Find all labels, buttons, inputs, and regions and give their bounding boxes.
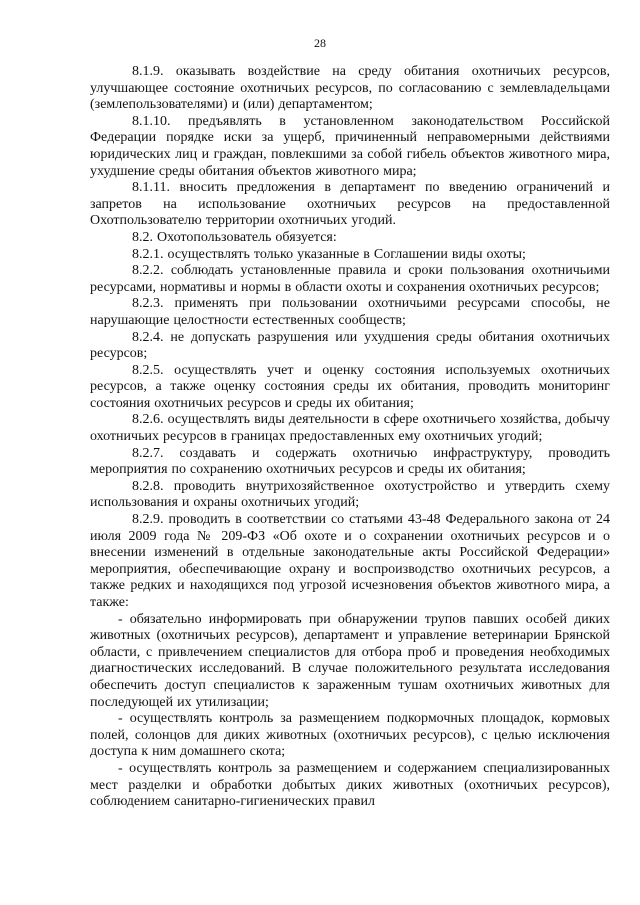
paragraph-8-2-1: 8.2.1. осуществлять только указанные в Соглашении виды охоты; [132, 246, 526, 262]
page-number: 28 [314, 36, 326, 50]
paragraph-8-2-6: 8.2.6. осуществлять виды деятельности в сфере охотничьего хозяйства, добычу охотничьих ресурсов в границах предоставленных ему охотничьих угодий; [90, 412, 610, 445]
paragraph-8-1-9: 8.1.9. оказывать воздействие на среду обитания охотничьих ресурсов, улучшающее состояние охотничьих ресурсов, по согласованию с землевладельцами (землепользователями) и (или) департаментом; [90, 64, 610, 113]
list-item-control-processing: - осуществлять контроль за размещением и содержанием специализированных мест разделки и обработки добытых диких животных (охотничьих ресурсов), соблюдением санитарно-гигиенических правил [90, 760, 610, 810]
paragraph-8-2-3: 8.2.3. применять при пользовании охотничьими ресурсами способы, не нарушающие целостности естественных сообществ; [90, 296, 610, 328]
list-item-control-feeding: - осуществлять контроль за размещением подкормочных площадок, кормовых полей, солонцов для диких животных (охотничьих ресурсов), с целью исключения доступа к ним домашнего скота; [90, 711, 610, 760]
paragraph-8-2-9: 8.2.9. проводить в соответствии со статьями 43-48 Федерального закона от 24 июля 2009 года № 209-ФЗ «Об охоте и о сохранении охотничьих ресурсов и о внесении изменений в отдельные законодательные акты Российской Федерации» мероприятия, обеспечивающие охрану и воспроизводство охотничьих ресурсов, а также редких и находящихся под угрозой исчезновения объектов животного мира, а также: [90, 512, 610, 610]
paragraph-8-1-11: 8.1.11. вносить предложения в департамент по введению ограничений и запретов на использование охотничьих ресурсов на предоставленной Охотпользователю территории охотничьих угодий. [90, 180, 610, 229]
list-item-inform-carcasses: - обязательно информировать при обнаружении трупов павших особей диких животных (охотничьих ресурсов), департамент и управление ветеринарии Брянской области, с привлечением специалистов для отбора проб и проведения необходимых диагностических исследований. В случае положительного результата исследования обеспечить доступ специалистов к зараженным тушам охотничьих животных для последующей их утилизации; [90, 611, 610, 710]
document-body [90, 64, 610, 811]
paragraph-8-2-2: 8.2.2. соблюдать установленные правила и сроки пользования охотничьими ресурсами, нормативы и нормы в области охоты и сохранения охотничьих ресурсов; [90, 263, 610, 295]
paragraph-8-2-5: 8.2.5. осуществлять учет и оценку состояния используемых охотничьих ресурсов, а также оценку состояния среды их обитания, проводить мониторинг состояния охотничьих ресурсов и среды их обитания; [90, 362, 610, 411]
paragraph-8-1-10: 8.1.10. предъявлять в установленном законодательством Российской Федерации порядке иски за ущерб, причиненный неправомерными действиями юридических лиц и граждан, повлекшими за собой гибель объектов животного мира, ухудшение среды обитания объектов животного мира; [90, 113, 610, 179]
paragraph-8-2: 8.2. Охотопользователь обязуется: [132, 229, 337, 245]
paragraph-8-2-8: 8.2.8. проводить внутрихозяйственное охотустройство и утвердить схему использования и охраны охотничьих угодий; [90, 478, 610, 511]
paragraph-8-2-7: 8.2.7. создавать и содержать охотничью инфраструктуру, проводить мероприятия по сохранению охотничьих ресурсов и среды их обитания; [90, 445, 610, 478]
paragraph-8-2-4: 8.2.4. не допускать разрушения или ухудшения среды обитания охотничьих ресурсов; [90, 329, 610, 362]
